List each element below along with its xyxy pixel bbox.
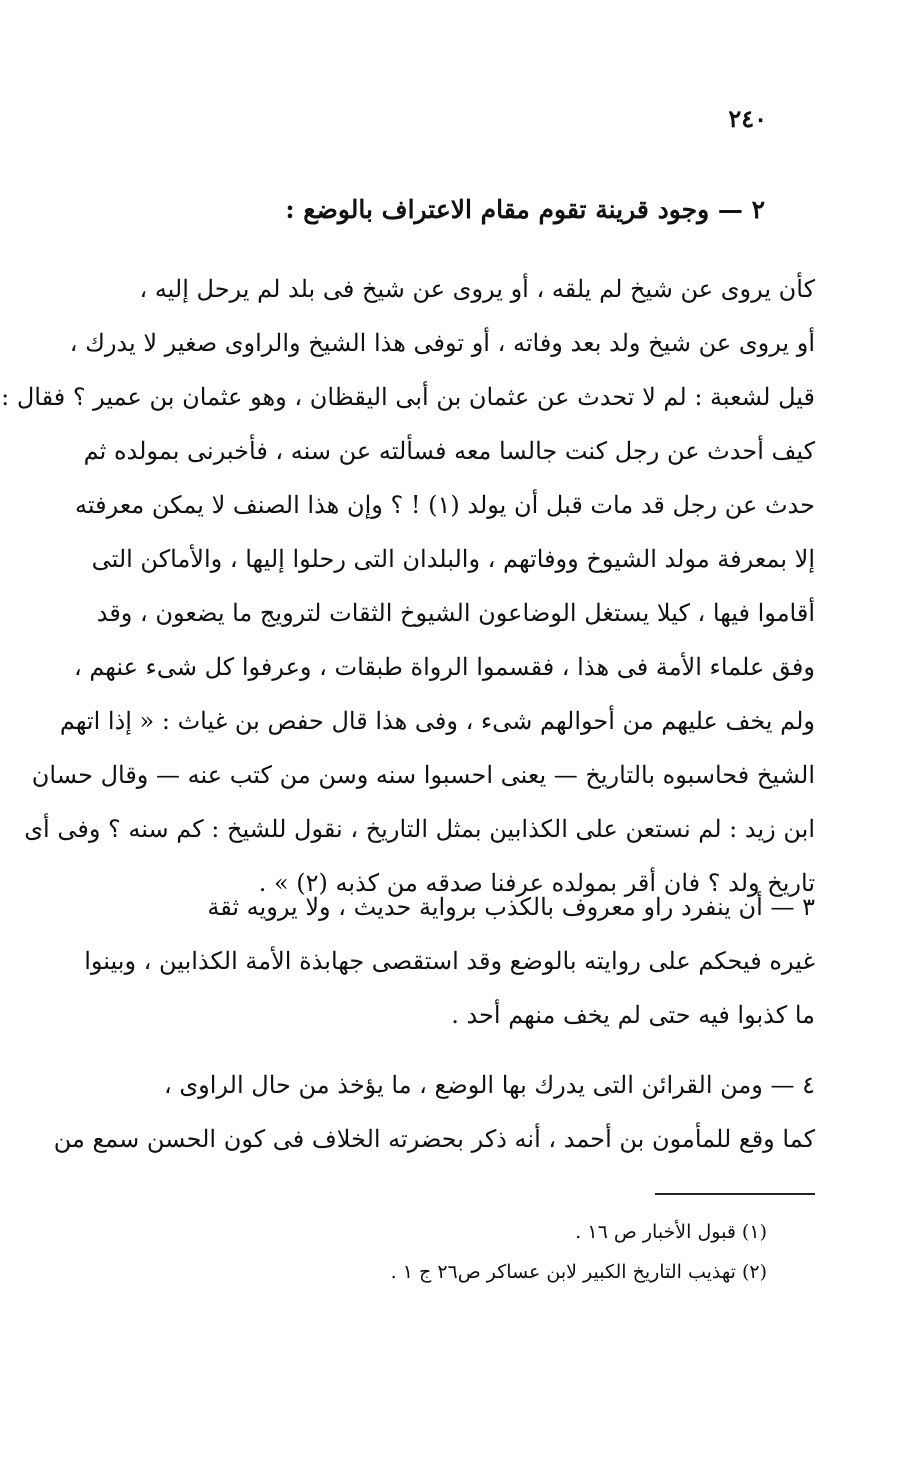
text-line: ابن زيد : لم نستعن على الكذابين بمثل التاريخ ، نقول للشيخ : كم سنه ؟ وفى أى <box>24 815 815 843</box>
text-line: إلا بمعرفة مولد الشيوخ ووفاتهم ، والبلدان التى رحلوا إليها ، والأماكن التى <box>91 545 815 573</box>
section-heading: ٢ — وجود قرينة تقوم مقام الاعتراف بالوضع : <box>285 195 765 224</box>
text-line: الشيخ فحاسبوه بالتاريخ — يعنى احسبوا سنه وسن من كتب عنه — وقال حسان <box>31 761 815 789</box>
text-line: غيره فيحكم على روايته بالوضع وقد استقصى جهابذة الأمة الكذابين ، وبينوا <box>84 947 815 975</box>
text-line: أقاموا فيها ، كيلا يستغل الوضاعون الشيوخ الثقات لترويج ما يضعون ، وقد <box>96 599 815 627</box>
footnote-2: (٢) تهذيب التاريخ الكبير لابن عساكر ص٢٦ ج ١ . <box>390 1261 767 1283</box>
footnote-divider <box>655 1193 815 1195</box>
paragraph-point-3 <box>84 880 815 1042</box>
text-line: كيف أحدث عن رجل كنت جالسا معه فسألته عن سنه ، فأخبرنى بمولده ثم <box>83 437 815 465</box>
page-number: ٢٤٠ <box>728 104 767 133</box>
text-line: وفق علماء الأمة فى هذا ، فقسموا الرواة طبقات ، وعرفوا كل شىء عنهم ، <box>73 653 815 681</box>
paragraph-dating-evidence <box>1 262 815 910</box>
text-line: ٣ — أن ينفرد راو معروف بالكذب برواية حديث ، ولا يرويه ثقة <box>207 893 815 921</box>
text-line: حدث عن رجل قد مات قبل أن يولد (١) ! ؟ وإن هذا الصنف لا يمكن معرفته <box>75 491 815 519</box>
footnote-1: (١) قبول الأخبار ص ١٦ . <box>575 1221 767 1243</box>
text-line: ما كذبوا فيه حتى لم يخف منهم أحد . <box>451 1001 815 1029</box>
text-line: ولم يخف عليهم من أحوالهم شىء ، وفى هذا قال حفص بن غياث : « إذا اتهم <box>59 707 815 735</box>
text-line: كما وقع للمأمون بن أحمد ، أنه ذكر بحضرته الخلاف فى كون الحسن سمع من <box>53 1125 815 1153</box>
footnotes <box>167 1212 767 1292</box>
text-line: قيل لشعبة : لم لا تحدث عن عثمان بن أبى اليقظان ، وهو عثمان بن عمير ؟ فقال : <box>1 383 815 411</box>
text-line: أو يروى عن شيخ ولد بعد وفاته ، أو توفى هذا الشيخ والراوى صغير لا يدرك ، <box>69 329 815 357</box>
paragraph-point-4 <box>53 1058 815 1166</box>
text-line: كأن يروى عن شيخ لم يلقه ، أو يروى عن شيخ فى بلد لم يرحل إليه ، <box>139 275 815 303</box>
text-line: تاريخ ولد ؟ فان أقر بمولده عرفنا صدقه من كذبه (٢) » . <box>258 869 815 897</box>
text-line: ٤ — ومن القرائن التى يدرك بها الوضع ، ما يؤخذ من حال الراوى ، <box>164 1071 815 1099</box>
